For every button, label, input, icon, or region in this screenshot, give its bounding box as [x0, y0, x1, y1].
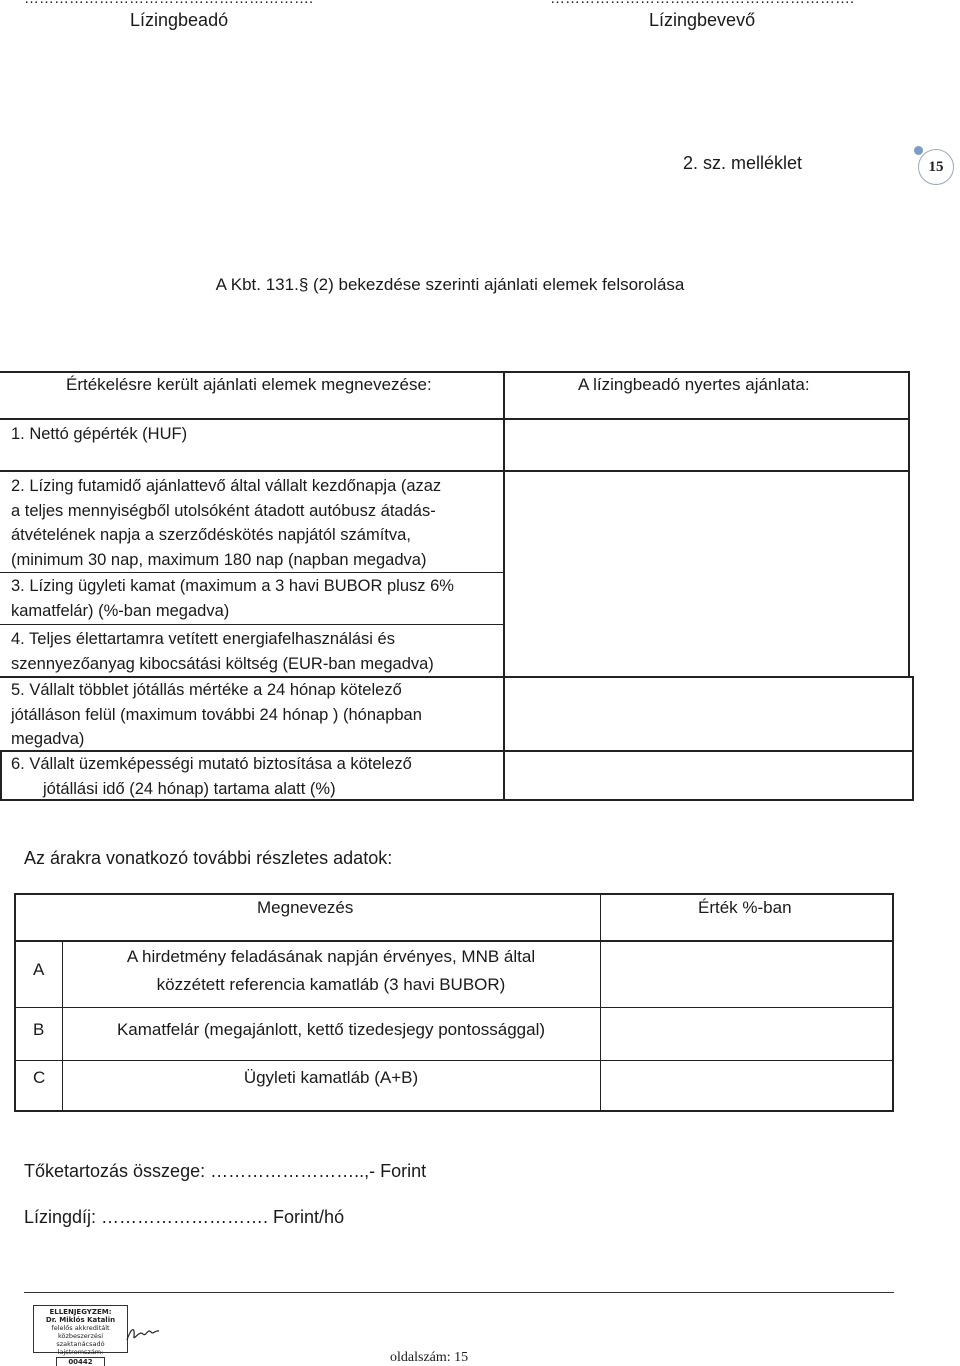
- table-row: [11, 422, 187, 447]
- footer-rule: [24, 1292, 894, 1293]
- table-row: [11, 627, 434, 676]
- table-rule: [0, 750, 2, 800]
- table-row: [62, 943, 600, 999]
- table-rule: [0, 572, 504, 573]
- row-line: 4. Teljes élettartamra vetített energiafelhasználási és: [11, 630, 395, 648]
- row-line: közzétett referencia kamatláb (3 havi BUBOR): [156, 975, 506, 994]
- table-rule: [912, 676, 914, 800]
- badge-dot-icon: [914, 146, 923, 155]
- row-line: 2. Lízing futamidő ajánlattevő által vállalt kezdőnapja (azaz: [11, 477, 442, 495]
- table-rule: [14, 893, 16, 1111]
- table-rule: [14, 1060, 894, 1061]
- table-row: Ügyleti kamatláb (A+B): [243, 1068, 419, 1087]
- page-number: oldalszám: 15: [390, 1350, 469, 1365]
- title-part-before: A Kbt. 131.: [215, 275, 299, 294]
- title-section-sign: §: [298, 275, 309, 294]
- table-row: [11, 474, 441, 572]
- row-line: átvételének napja a szerződéskötés napjától számítva,: [11, 526, 411, 544]
- row-line: szennyezőanyag kibocsátási költség (EUR-ban megadva): [11, 654, 434, 673]
- document-title: [0, 275, 900, 295]
- row-line: 6. Vállalt üzemképességi mutató biztosítása a kötelező: [11, 755, 412, 773]
- row-line: kamatfelár) (%-ban megadva): [11, 601, 230, 620]
- table-rule: [14, 940, 894, 942]
- row-line: 3. Lízing ügyleti kamat (maximum a 3 havi BUBOR plusz 6%: [11, 577, 454, 595]
- title-part-after: (2) bekezdése szerinti ajánlati elemek felsorolása: [308, 275, 685, 294]
- table-rule: [0, 624, 504, 625]
- page-badge: 15: [918, 149, 954, 185]
- table-row: [11, 752, 412, 801]
- countersign-stamp: [33, 1305, 128, 1366]
- table-header-offer: A lízingbeadó nyertes ajánlata:: [578, 375, 810, 394]
- leasing-fee-line: Lízingdíj: ………………………. Forint/hó: [24, 1207, 345, 1227]
- col-header-name: Megnevezés: [257, 898, 354, 917]
- stamp-line: lajstromszám:: [57, 1348, 104, 1356]
- table-row: [11, 678, 422, 752]
- table-rule: [503, 371, 505, 800]
- signature-icon: [125, 1322, 161, 1344]
- row-key: B: [33, 1020, 45, 1039]
- rates-heading: Az árakra vonatkozó további részletes adatok:: [24, 848, 393, 868]
- row-line: 5. Vállalt többlet jótállás mértéke a 24 hónap kötelező: [11, 681, 402, 699]
- table-header-items: Értékelésre került ajánlati elemek megnevezése:: [66, 375, 432, 394]
- row-key: A: [33, 960, 45, 979]
- row-line: jótállási idő (24 hónap) tartama alatt (%): [43, 779, 336, 798]
- table-rule: [0, 470, 910, 472]
- stamp-title: ELLENJEGYZEM:: [49, 1308, 112, 1316]
- table-rule: [14, 893, 894, 895]
- principal-line: Tőketartozás összege: ……………………..,- Forint: [24, 1161, 427, 1181]
- table-row: Kamatfelár (megajánlott, kettő tizedesjegy pontossággal): [116, 1020, 546, 1039]
- row-line: (minimum 30 nap, maximum 180 nap (napban megadva): [11, 550, 427, 569]
- lessor-signature-line: [24, 0, 313, 7]
- stamp-name: Dr. Miklós Katalin: [45, 1316, 116, 1324]
- table-rule: [14, 1110, 894, 1112]
- row-line: jótálláson felül (maximum további 24 hónap ) (hónapban: [11, 705, 422, 724]
- row-line: A hirdetmény feladásának napján érvényes, MNB által: [126, 947, 536, 966]
- table-row: [11, 574, 454, 623]
- col-header-value: Érték %-ban: [698, 898, 792, 917]
- table-rule: [892, 893, 894, 1111]
- annex-label: 2. sz. melléklet: [683, 153, 803, 173]
- table-rule: [908, 371, 910, 677]
- table-rule: [14, 1007, 894, 1008]
- row-key: C: [33, 1068, 46, 1087]
- table-rule: [0, 418, 910, 420]
- lessee-label: Lízingbevevő: [649, 10, 756, 30]
- row-line: a teljes mennyiségből utolsóként átadott autóbusz átadás-: [11, 501, 436, 520]
- stamp-line: közbeszerzési szaktanácsadó: [56, 1332, 105, 1348]
- row-line: 1. Nettó gépérték (HUF): [11, 425, 188, 443]
- stamp-line: felelős akkreditált: [51, 1324, 110, 1332]
- stamp-number: 00442: [56, 1357, 105, 1366]
- row-line: megadva): [11, 730, 85, 748]
- lessee-signature-line: [550, 0, 854, 7]
- lessor-label: Lízingbeadó: [130, 10, 229, 30]
- table-rule: [600, 893, 601, 1111]
